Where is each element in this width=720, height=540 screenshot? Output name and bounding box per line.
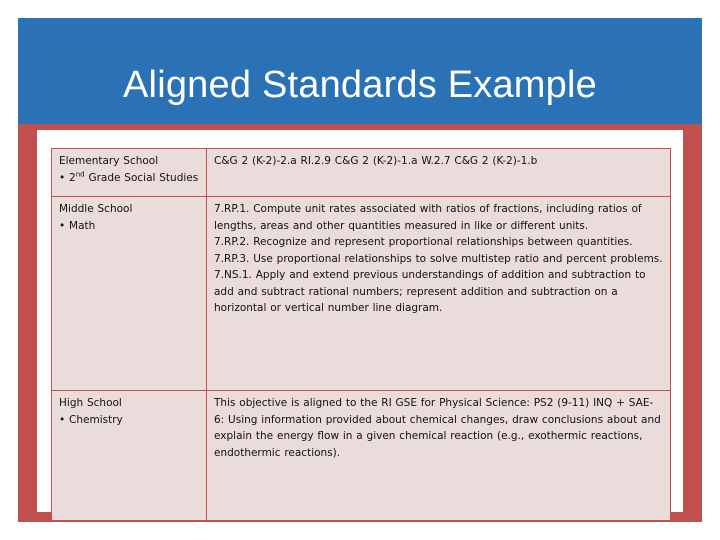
title-bar	[18, 18, 702, 124]
level-cell-elementary	[52, 149, 207, 197]
level-label: Elementary School	[59, 155, 159, 167]
subject-suffix: Grade Social Studies	[84, 171, 199, 184]
slide-title: Aligned Standards Example	[123, 64, 597, 106]
standards-cell-high	[207, 391, 671, 521]
standard-text: 7.RP.2. Recognize and represent proportional relationships between quantities.	[214, 236, 633, 248]
level-label: Middle School	[59, 203, 133, 215]
level-label: High School	[59, 397, 122, 409]
subject-label: • Chemistry	[59, 413, 123, 426]
standard-text: C&G 2 (K-2)-2.a RI.2.9 C&G 2 (K-2)-1.a W.2.7 C&G 2 (K-2)-1.b	[214, 155, 538, 167]
standard-text: This objective is aligned to the RI GSE for Physical Science: PS2 (9-11) INQ + SAE-6: Using information provided about chemical changes, draw conclusions about and explain the energy flow in a given chemical reaction (e.g., exothermic reactions, endothermic reactions).	[214, 397, 661, 459]
subject-prefix: • 2	[59, 171, 76, 184]
subject-superscript: nd	[75, 170, 85, 178]
level-cell-high	[52, 391, 207, 521]
standard-text: 7.RP.1. Compute unit rates associated with ratios of fractions, including ratios of lengths, areas and other quantities measured in like or different units.	[214, 203, 642, 232]
standards-table	[51, 148, 671, 521]
standard-text: 7.RP.3. Use proportional relationships to solve multistep ratio and percent problems.	[214, 252, 663, 265]
standards-cell-elementary	[207, 149, 671, 197]
table-row-middle	[52, 197, 671, 391]
subject-label	[59, 170, 199, 187]
level-cell-middle	[52, 197, 207, 391]
table-row-elementary	[52, 149, 671, 197]
subject-label: • Math	[59, 219, 96, 232]
standard-text: 7.NS.1. Apply and extend previous understandings of addition and subtraction to add and subtract rational numbers; represent addition and subtraction on a horizontal or vertical number line diagram.	[214, 269, 646, 314]
standards-cell-middle	[207, 197, 671, 391]
table-row-high	[52, 391, 671, 521]
